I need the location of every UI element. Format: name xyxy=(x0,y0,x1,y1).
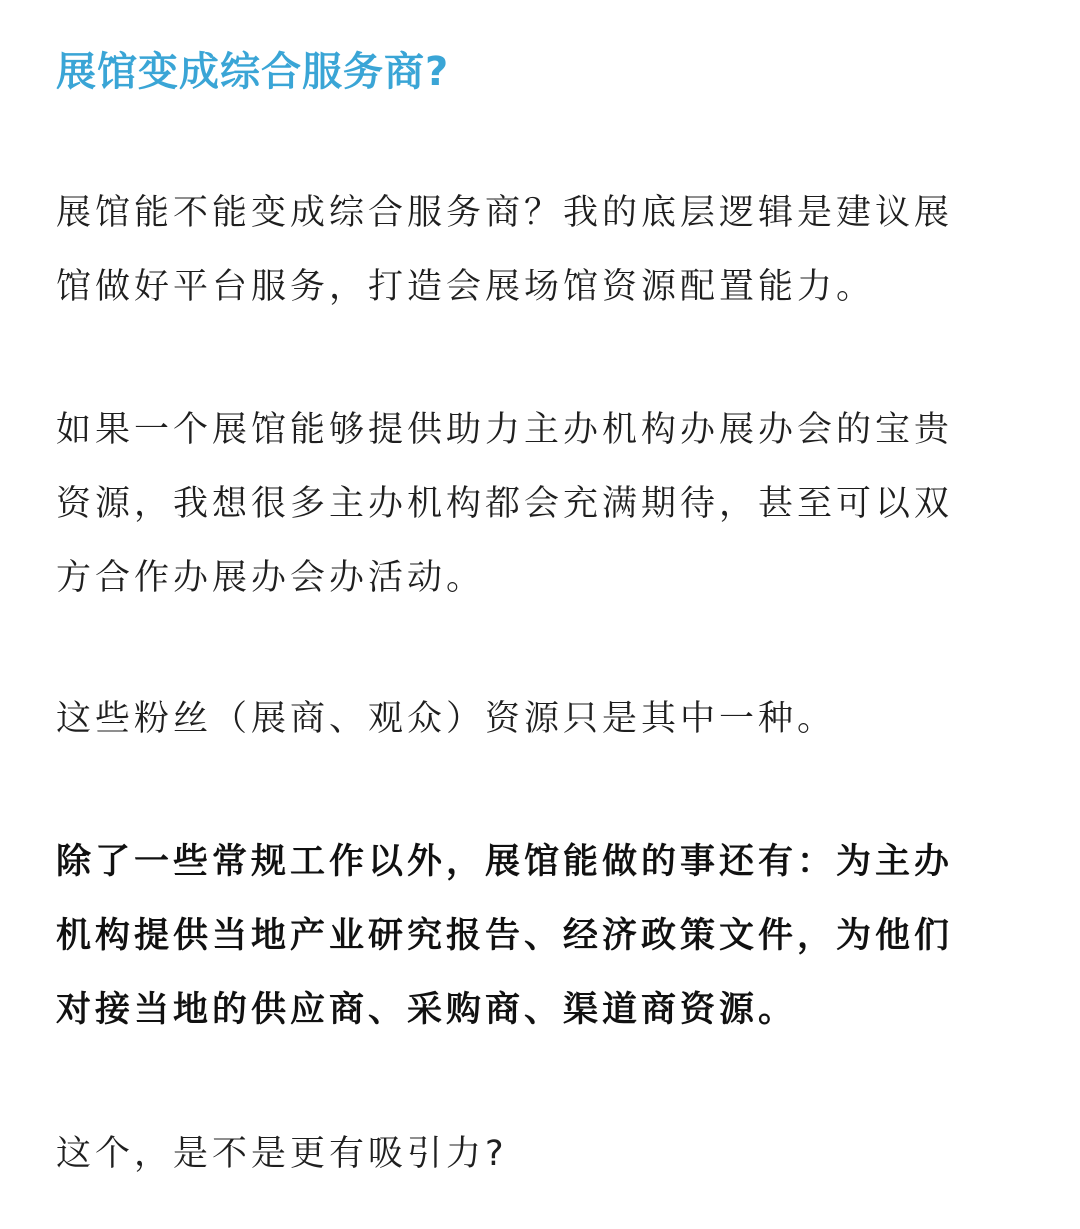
article-title: 展馆变成综合服务商? xyxy=(56,49,450,95)
paragraph-line: 展馆能不能变成综合服务商？我的底层逻辑是建议展 xyxy=(56,193,954,233)
paragraph-line: 除了一些常规工作以外，展馆能做的事还有：为主办 xyxy=(56,842,954,882)
paragraph-line: 资源，我想很多主办机构都会充满期待，甚至可以双 xyxy=(56,484,954,524)
paragraph-line: 如果一个展馆能够提供助力主办机构办展办会的宝贵 xyxy=(56,410,954,450)
paragraph-line: 方合作办展办会办活动。 xyxy=(56,558,486,598)
paragraph-resources xyxy=(56,393,1024,615)
paragraph-line: 这些粉丝（展商、观众）资源只是其中一种。 xyxy=(56,699,837,739)
paragraph-line: 馆做好平台服务，打造会展场馆资源配置能力。 xyxy=(56,267,876,307)
paragraph-highlight xyxy=(56,825,1024,1047)
paragraph-line: 对接当地的供应商、采购商、渠道商资源。 xyxy=(56,990,798,1030)
paragraph-platform-service xyxy=(56,176,1024,324)
paragraph-line: 这个，是不是更有吸引力? xyxy=(56,1134,508,1174)
paragraph-line: 机构提供当地产业研究报告、经济政策文件，为他们 xyxy=(56,916,954,956)
paragraph-fans xyxy=(56,682,1024,756)
paragraph-question xyxy=(56,1117,1024,1191)
